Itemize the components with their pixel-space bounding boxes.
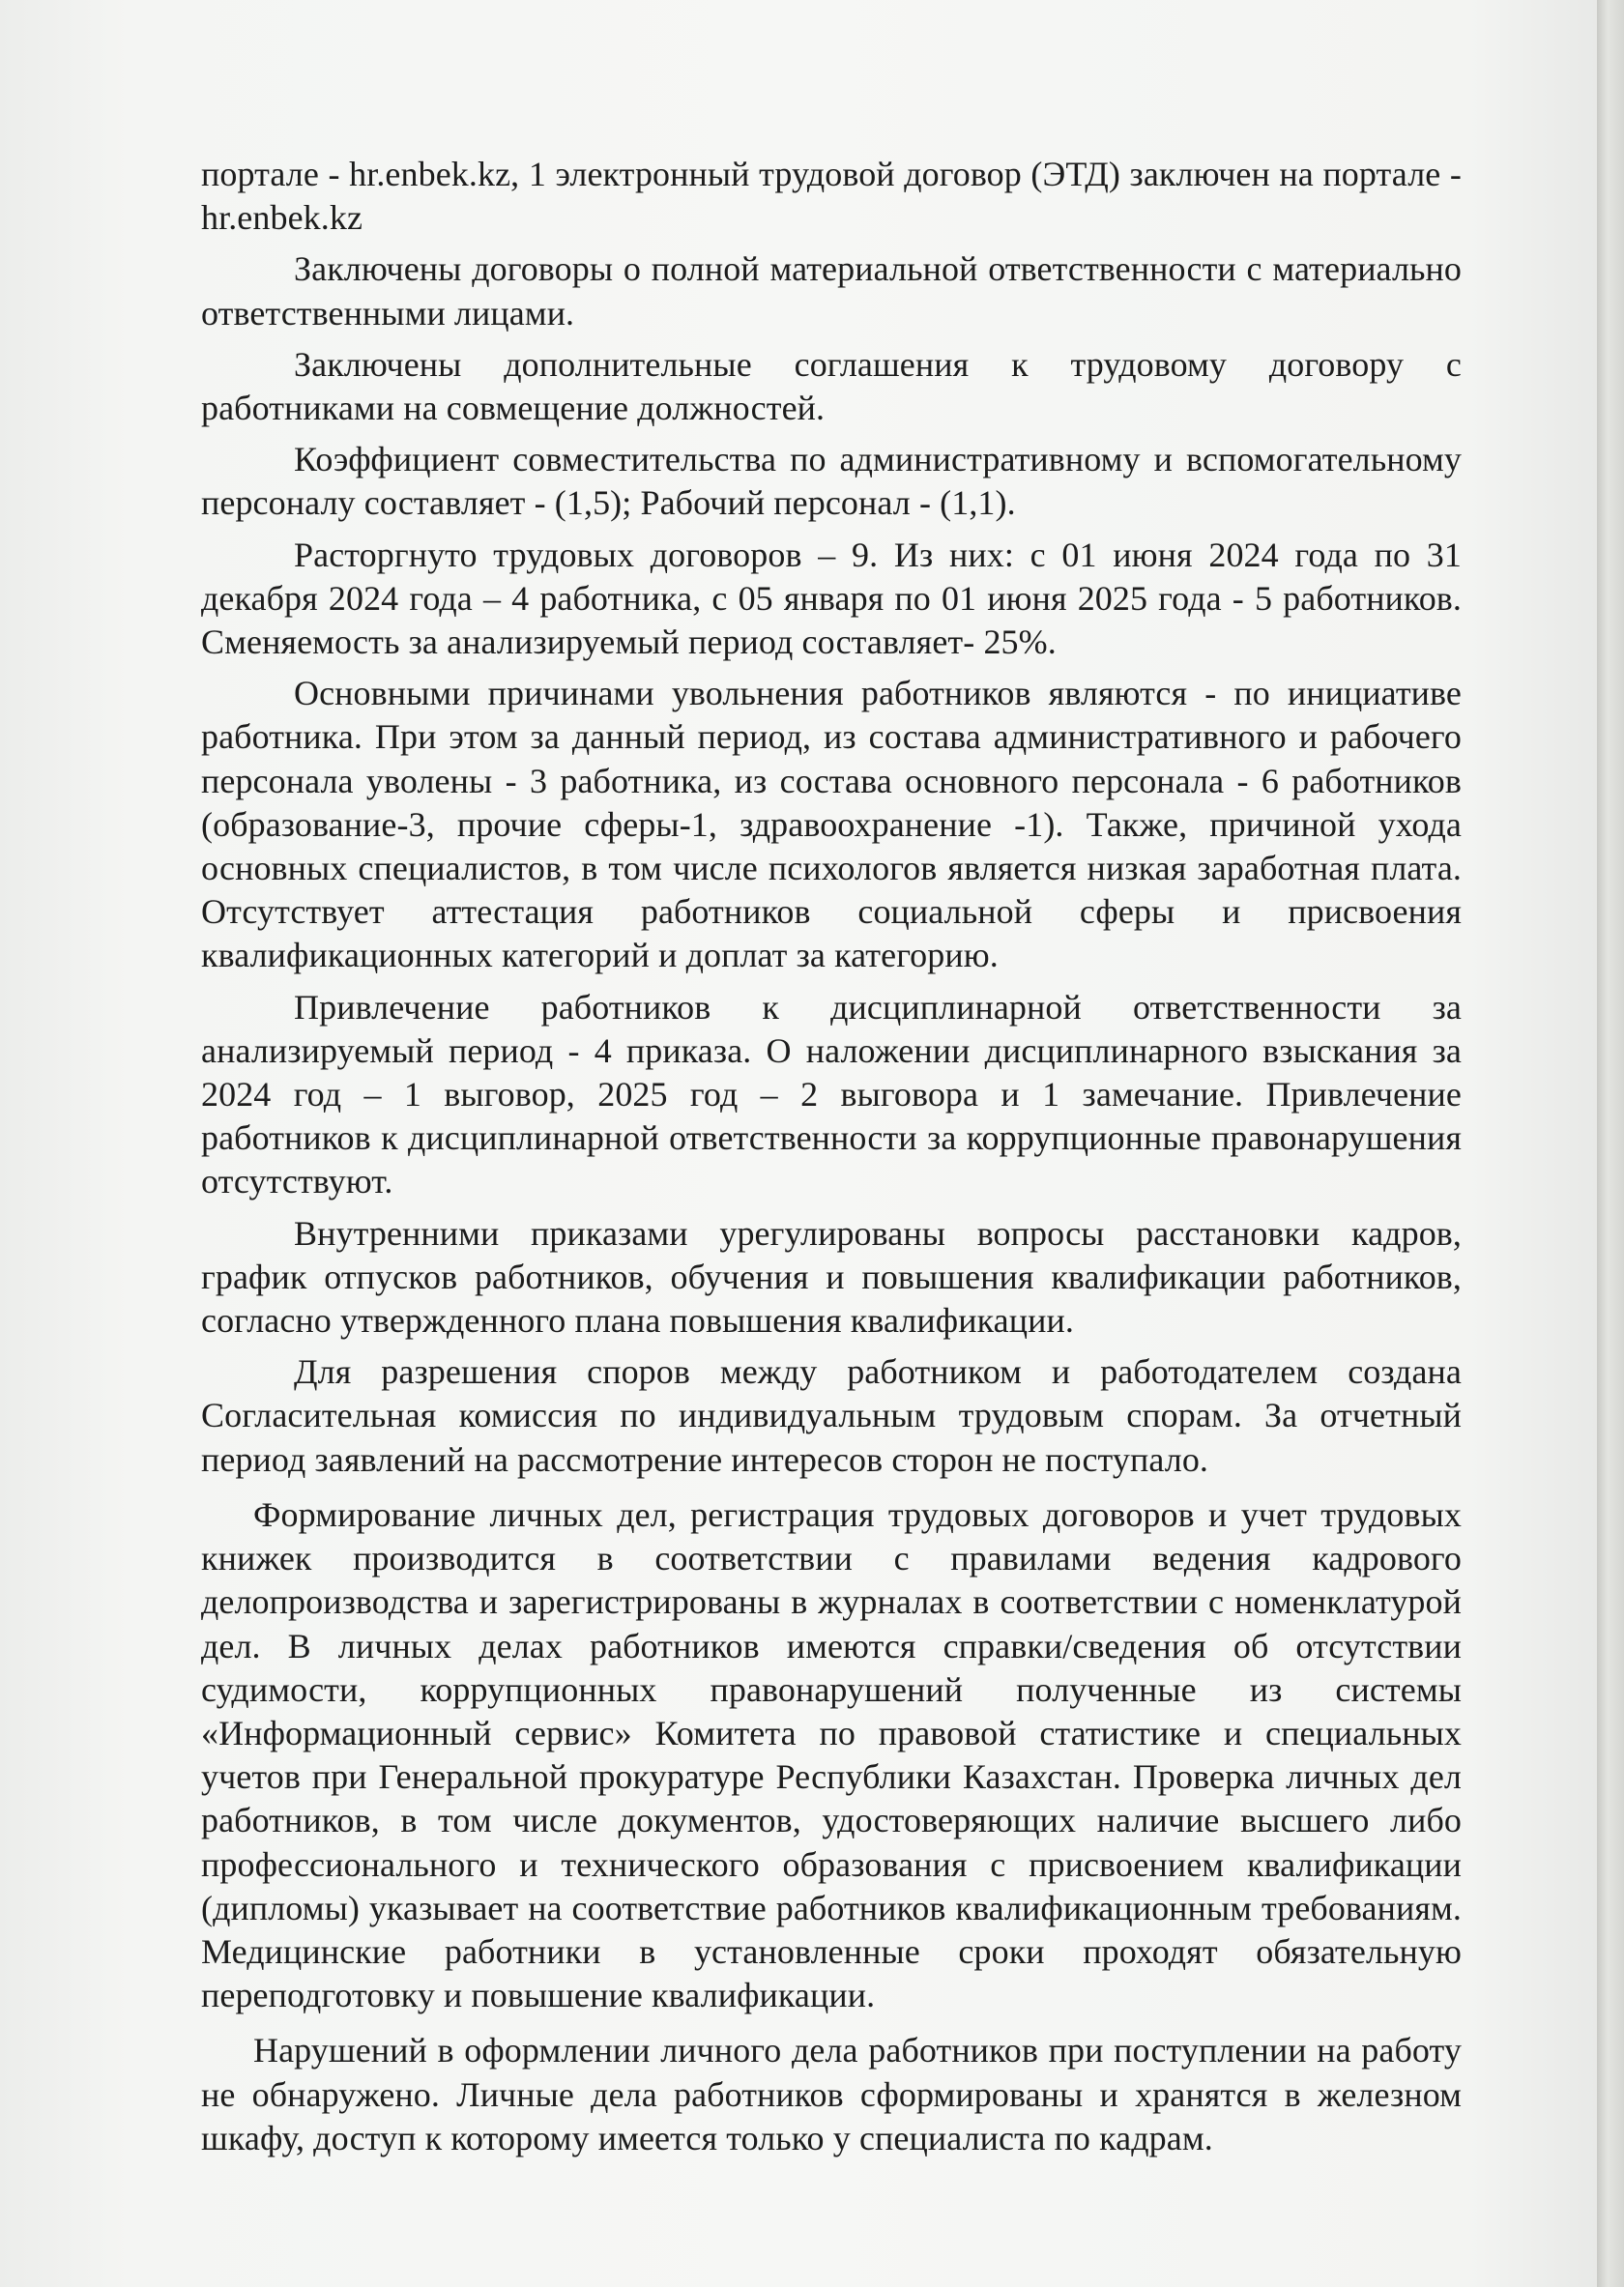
paragraph-personal-files: Формирование личных дел, регистрация трудовых договоров и учет трудовых книжек производится в соответствии с правилами ведения кадрового делопроизводства и зарегистрированы в журналах в соответствии с номенклатурой дел. В личных делах работников имеются справки/сведения об отсутствии судимости, коррупционных правонарушений полученные из системы «Информационный сервис» Комитета по правовой статистике и специальных учетов при Генеральной прокуратуре Республики Казахстан. Проверка личных дел работников, в том числе документов, удостоверяющих наличие высшего либо профессионального и технического образования с присвоением квалификации (дипломы) указывает на соответствие работников квалификационным требованиям. Медицинские работники в установленные сроки проходят обязательную переподготовку и повышение квалификации. <box>201 1494 1462 2015</box>
paragraph-dispute-commission: Для разрешения споров между работником и работодателем создана Согласительная комиссия по индивидуальным трудовым спорам. За отчетный период заявлений на рассмотрение интересов сторон не поступало. <box>201 1352 1462 1479</box>
paragraph-part-time-coefficient: Коэффициент совместительства по административному и вспомогательному персоналу составляет - (1,5); Рабочий персонал - (1,1). <box>201 440 1462 523</box>
paragraph-no-violations: Нарушений в оформлении личного дела работников при поступлении на работу не обнаружено. Личные дела работников сформированы и хранятся в железном шкафу, доступ к которому имеется только у специалиста по кадрам. <box>201 2031 1462 2157</box>
paragraph-terminated-contracts: Расторгнуто трудовых договоров – 9. Из них: с 01 июня 2024 года по 31 декабря 2024 года – 4 работника, с 05 января по 01 июня 2025 года - 5 работников. Сменяемость за анализируемый период составляет- 25%. <box>201 535 1462 662</box>
paragraph-etd: портале - hr.enbek.kz, 1 электронный трудовой договор (ЭТД) заключен на портале - hr.enbek.kz <box>201 155 1462 238</box>
document-body <box>201 153 1462 2160</box>
paragraph-dismissal-reasons: Основными причинами увольнения работников являются - по инициативе работника. При этом за данный период, из состава административного и рабочего персонала уволены - 3 работника, из состава основного персонала - 6 работников (образование-3, прочие сферы-1, здравоохранение -1). Также, причиной ухода основных специалистов, в том числе психологов является низкая заработная плата. Отсутствует аттестация работников социальной сферы и присвоения квалификационных категорий и доплат за категорию. <box>201 674 1462 975</box>
paragraph-disciplinary: Привлечение работников к дисциплинарной ответственности за анализируемый период - 4 приказа. О наложении дисциплинарного взыскания за 2024 год – 1 выговор, 2025 год – 2 выговора и 1 замечание. Привлечение работников к дисциплинарной ответственности за коррупционные правонарушения отсутствуют. <box>201 987 1462 1201</box>
paragraph-additional-agreements: Заключены дополнительные соглашения к трудовому договору с работниками на совмещение должностей. <box>201 344 1462 428</box>
paragraph-internal-orders: Внутренними приказами урегулированы вопросы расстановки кадров, график отпусков работников, обучения и повышения квалификации работников, согласно утвержденного плана повышения квалификации. <box>201 1213 1462 1341</box>
page-edge <box>1597 0 1624 2287</box>
paragraph-material-liability: Заключены договоры о полной материальной ответственности с материально ответственными лицами. <box>201 249 1462 333</box>
